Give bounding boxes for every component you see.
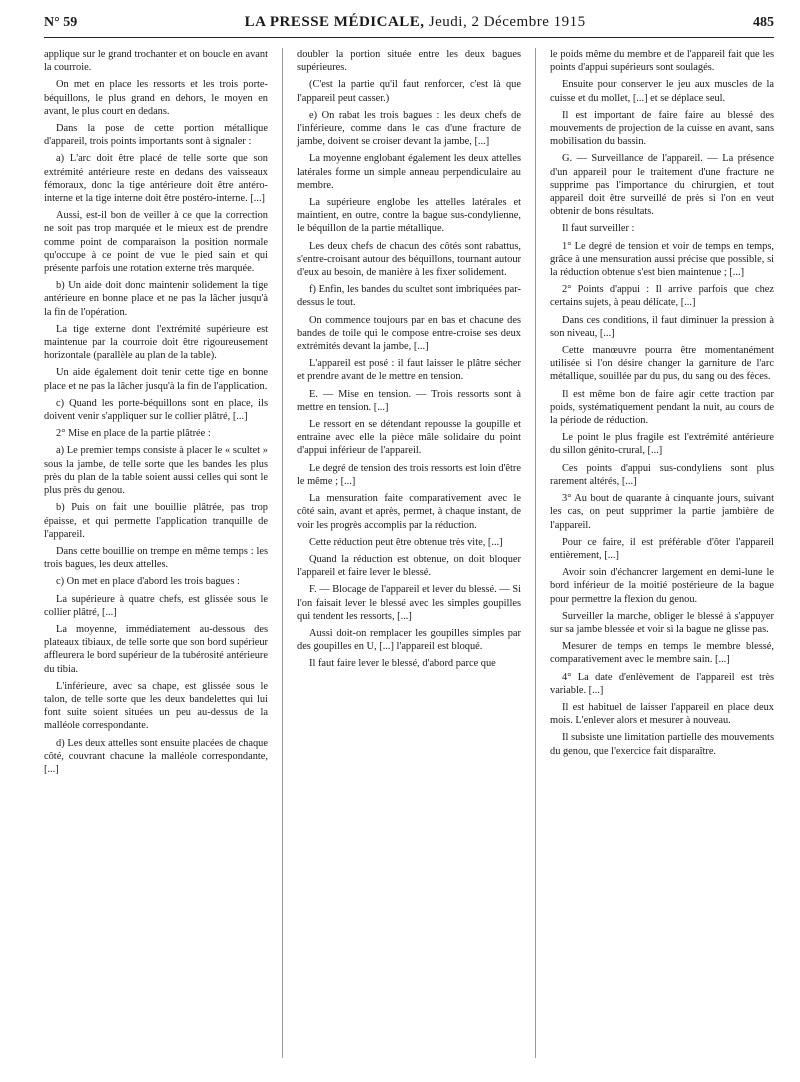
paragraph: doubler la portion située entre les deux bagues supérieures. [297,49,521,74]
paragraph: Dans la pose de cette portion métallique d'appareil, trois points importants sont à signaler : [44,123,268,148]
paragraph: Il subsiste une limitation partielle des mouvements du genou, que l'exercice fait disparaître. [550,732,774,757]
issue-date: Jeudi, 2 Décembre 1915 [428,14,586,30]
journal-title-line [245,14,586,31]
paragraph: 3° Au bout de quarante à cinquante jours, suivant les cas, on peut supprimer la partie jambière de l'appareil. [550,493,774,531]
paragraph: 4° La date d'enlèvement de l'appareil est très variable. [...] [550,671,774,696]
paragraph: La mensuration faite comparativement avec le côté sain, avant et après, permet, à chaque instant, de voir les progrès accomplis par la réduction. [297,493,521,531]
page-header [44,14,774,38]
journal-title: LA PRESSE MÉDICALE, [244,14,425,30]
paragraph: Il est important de faire faire au blessé des mouvements de projection de la cuisse en avant, sans mobilisation du bassin. [550,109,774,148]
paragraph: Le ressort en se détendant repousse la goupille et entraine avec elle la pièce mâle solidaire du point d'appui inférieur de l'appareil. [297,419,521,457]
paragraph: d) Les deux attelles sont ensuite placées de chaque côté, couvrant chacune la malléole correspondante, [...] [44,737,268,775]
column-divider [535,48,536,1058]
paragraph: Le degré de tension des trois ressorts est loin d'être le même ; [...] [297,462,521,487]
paragraph: Pour ce faire, il est préférable d'ôter l'appareil entièrement, [...] [550,536,774,561]
paragraph: 1° Le degré de tension et voir de temps en temps, grâce à une mensuration aussi précise que possible, si la réduction obtenue s'est bien maintenue ; [...] [550,240,774,279]
column-left [44,48,268,1058]
paragraph: Il est habituel de laisser l'appareil en place deux mois. L'enlever alors et mesurer à nouveau. [550,701,774,727]
paragraph: e) On rabat les trois bagues : les deux chefs de l'inférieure, comme dans le cas d'une fracture de jambe, doivent se croiser devant la jambe, [...] [297,109,521,148]
paragraph: Surveiller la marche, obliger le blessé à s'appuyer sur sa jambe blessée et voir si la bague ne glisse pas. [550,610,774,635]
paragraph: Avoir soin d'échancrer largement en demi-lune le bord inférieur de la moitié postérieure de la bague pour permettre la flexion du genou. [550,567,774,605]
paragraph: a) Le premier temps consiste à placer le « scultet » sous la jambe, de telle sorte que les bandes les plus près du plan de la table soient aussi celles qui sont le plus près du genou. [44,445,268,497]
paragraph: La moyenne, immédiatement au-dessous des plateaux tibiaux, de telle sorte que son bord supérieur affleurera le bord supérieur de la tubérosité antérieure du tibia. [44,623,268,675]
paragraph: 2° Points d'appui : Il arrive parfois que chez certains sujets, à peau délicate, [...] [550,284,774,309]
paragraph: b) Un aide doit donc maintenir solidement la tige antérieure en bonne place et ne pas la lâcher jusqu'à la fin de l'opération. [44,280,268,318]
paragraph: Mesurer de temps en temps le membre blessé, comparativement avec le membre sain. [...] [550,641,774,666]
paragraph: Quand la réduction est obtenue, on doit bloquer l'appareil et faire lever le blessé. [297,553,521,579]
paragraph: Il est même bon de faire agir cette traction par poids, systématiquement pendant la nuit, au cours de la période de réduction. [550,388,774,427]
paragraph: Il faut faire lever le blessé, d'abord parce que [309,658,496,670]
paragraph: Il faut surveiller : [562,223,635,235]
page-number: 485 [752,15,774,30]
paragraph: Cette réduction peut être obtenue très vite, [...] [309,536,503,548]
paragraph: le poids même du membre et de l'appareil fait que les points d'appui supérieurs sont soulagés. [550,49,774,74]
paragraph: f) Enfin, les bandes du scultet sont imbriquées par-dessus le tout. [297,284,521,309]
paragraph: E. — Mise en tension. — Trois ressorts sont à mettre en tension. [...] [297,388,521,413]
issue-number: N° 59 [44,15,78,30]
paragraph: b) Puis on fait une bouillie plâtrée, pas trop épaisse, et qui permette l'application tranquille de l'appareil. [44,502,268,540]
column-middle [297,48,521,1058]
paragraph: On commence toujours par en bas et chacune des bandes de toile qui le compose entre-croise ses deux extrémités devant la jambe, [...] [297,314,521,353]
paragraph: (C'est la partie qu'il faut renforcer, c'est là que l'appareil peut casser.) [297,79,521,104]
paragraph: L'appareil est posé : il faut laisser le plâtre sécher et prendre avant de le mettre en tension. [297,358,521,383]
paragraph: G. — Surveillance de l'appareil. — La présence d'un appareil pour le traitement d'une fracture ne supprime pas l'importance du chirurgien, et tout appareil doit être surveillé de près si l'on en veut obtenir de bons résultats. [550,153,774,218]
paragraph: c) Quand les porte-béquillons sont en place, ils doivent venir s'appliquer sur le collier plâtré, [...] [44,397,268,423]
paragraph: F. — Blocage de l'appareil et lever du blessé. — Si l'on faisait lever le blessé avec les simples goupilles qui tendent les ressorts, [...] [297,584,521,622]
paragraph: La moyenne englobant également les deux attelles latérales forme un simple anneau perpendiculaire au membre. [297,153,521,191]
paragraph: Les deux chefs de chacun des côtés sont rabattus, s'entre-croisant autour des béquillons, tournant autour d'eux au besoin, de manière à les fixer solidement. [297,240,521,279]
column-divider [282,48,283,1058]
paragraph: 2° Mise en place de la partie plâtrée : [56,428,211,440]
paragraph: On met en place les ressorts et les trois porte-béquillons, le plus grand en dehors, le moyen en avant, le plus court en dedans. [44,79,268,117]
paragraph: Ensuite pour conserver le jeu aux muscles de la cuisse et du mollet, [...] et se déplace seul. [550,79,774,104]
paragraph: La tige externe dont l'extrémité supérieure est maintenue par la courroie doit être rigoureusement horizontale (parallèle au plan de la table). [44,323,268,362]
column-right [550,48,774,1058]
paragraph: Aussi doit-on remplacer les goupilles simples par des goupilles en U, [...] l'appareil est bloqué. [297,627,521,653]
paragraph: Aussi, est-il bon de veiller à ce que la correction ne soit pas trop marquée et le mieux est de prendre comme point de comparaison la position normale qu'occupe à ce point de vue le pied sain et qui présente parfois une rotation externe très marquée. [44,210,268,275]
paragraph: Cette manœuvre pourra être momentanément utilisée si l'on désire changer la garniture de l'arc métallique, souillée par du pus, du sang ou des fèces. [550,345,774,383]
paragraph: Dans cette bouillie on trempe en même temps : les trois bagues, les deux attelles. [44,545,268,571]
paragraph: Le point le plus fragile est l'extrémité antérieure du sillon génito-crural, [...] [550,432,774,457]
paragraph: La supérieure à quatre chefs, est glissée sous le collier plâtré, [...] [44,593,268,618]
paragraph: applique sur le grand trochanter et on boucle en avant la courroie. [44,49,268,74]
paragraph: Ces points d'appui sus-condyliens sont plus rarement altérés, [...] [550,462,774,487]
paragraph: Dans ces conditions, il faut diminuer la pression à son niveau, [...] [550,314,774,339]
paragraph: L'inférieure, avec sa chape, est glissée sous le talon, de telle sorte que les deux bandelettes qui lui font suite soient situées un peu au-dessus de la malléole correspondante. [44,680,268,732]
paragraph: Un aide également doit tenir cette tige en bonne place et ne pas la lâcher jusqu'à la fin de l'application. [44,367,268,392]
paragraph: La supérieure englobe les attelles latérales et maintient, en outre, contre la bague sus-condylienne, le béquillon de la partie métallique. [297,197,521,235]
text-columns [44,48,774,1058]
paragraph: a) L'arc doit être placé de telle sorte que son extrémité antérieure reste en dedans des vaisseaux fémoraux, donc la tige antérieure doit être antéro-interne et la tige interne doit être postéro-interne. [...] [44,153,268,205]
paragraph: c) On met en place d'abord les trois bagues : [56,576,240,588]
